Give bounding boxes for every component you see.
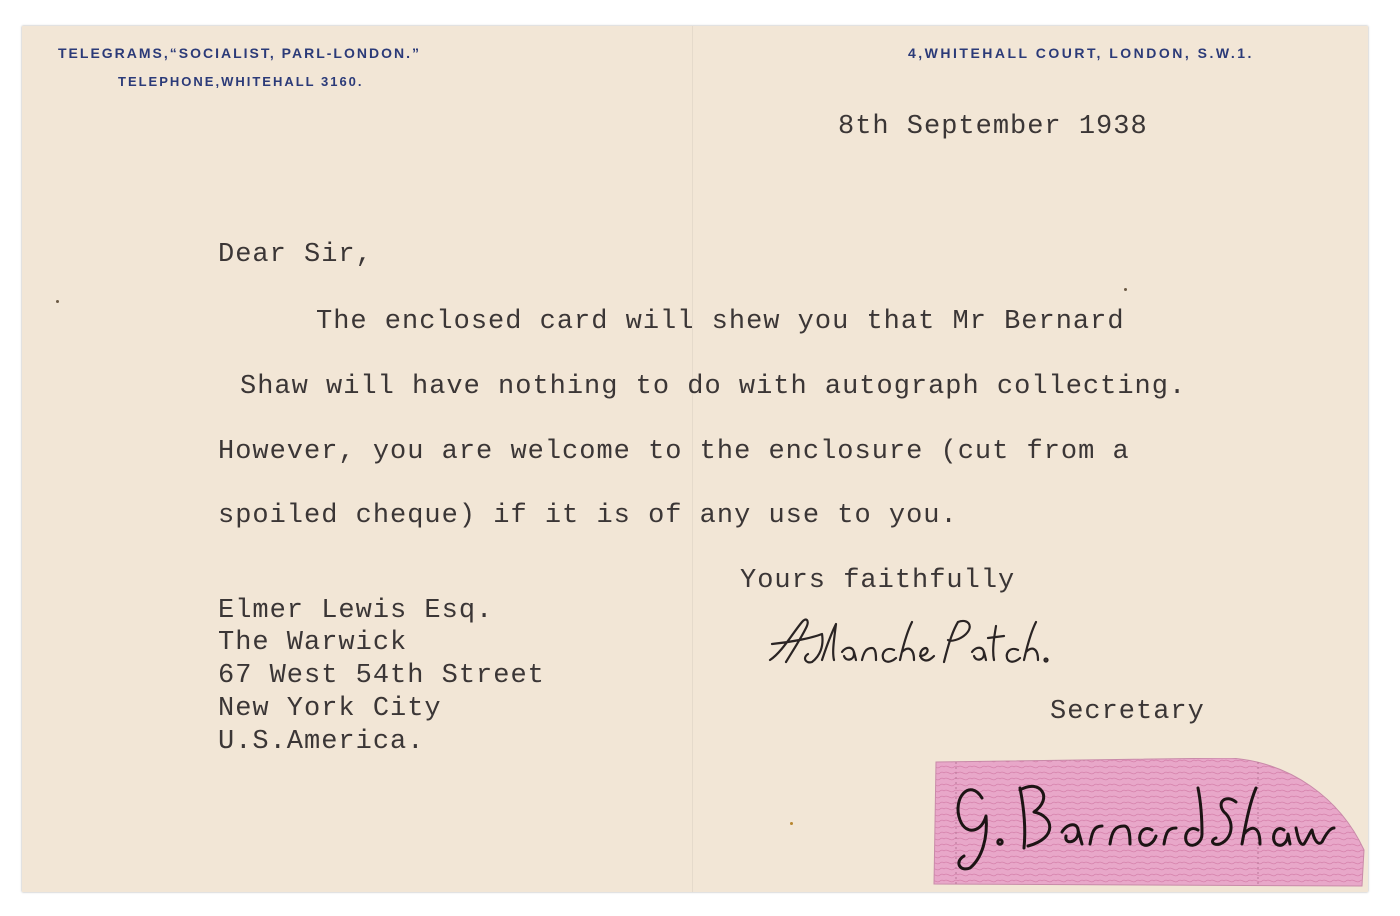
recipient-line-5: U.S.America. (218, 727, 425, 757)
body-line-2: Shaw will have nothing to do with autograph collecting. (240, 372, 1187, 402)
body-line-1: The enclosed card will shew you that Mr Bernard (316, 307, 1125, 337)
letter-date: 8th September 1938 (838, 112, 1148, 142)
cheque-clipping (930, 758, 1366, 888)
closing: Yours faithfully (740, 566, 1016, 596)
body-line-4: spoiled cheque) if it is of any use to you. (218, 501, 958, 531)
salutation: Dear Sir, (218, 240, 373, 270)
paper-speck (56, 300, 59, 303)
recipient-line-1: Elmer Lewis Esq. (218, 596, 494, 626)
body-line-3: However, you are welcome to the enclosure (cut from a (218, 437, 1130, 467)
recipient-line-4: New York City (218, 694, 442, 724)
paper-speck (1124, 288, 1127, 291)
letterhead-address: 4,WHITEHALL COURT, LONDON, S.W.1. (908, 45, 1254, 61)
secretary-signature (762, 612, 1052, 672)
secretary-title: Secretary (1050, 697, 1205, 727)
recipient-line-2: The Warwick (218, 628, 408, 658)
recipient-line-3: 67 West 54th Street (218, 661, 545, 691)
paper-speck (790, 822, 793, 825)
letterhead-telephone: TELEPHONE,WHITEHALL 3160. (118, 74, 364, 89)
letterhead-telegrams: TELEGRAMS,“SOCIALIST, PARL-LONDON.” (58, 45, 421, 61)
